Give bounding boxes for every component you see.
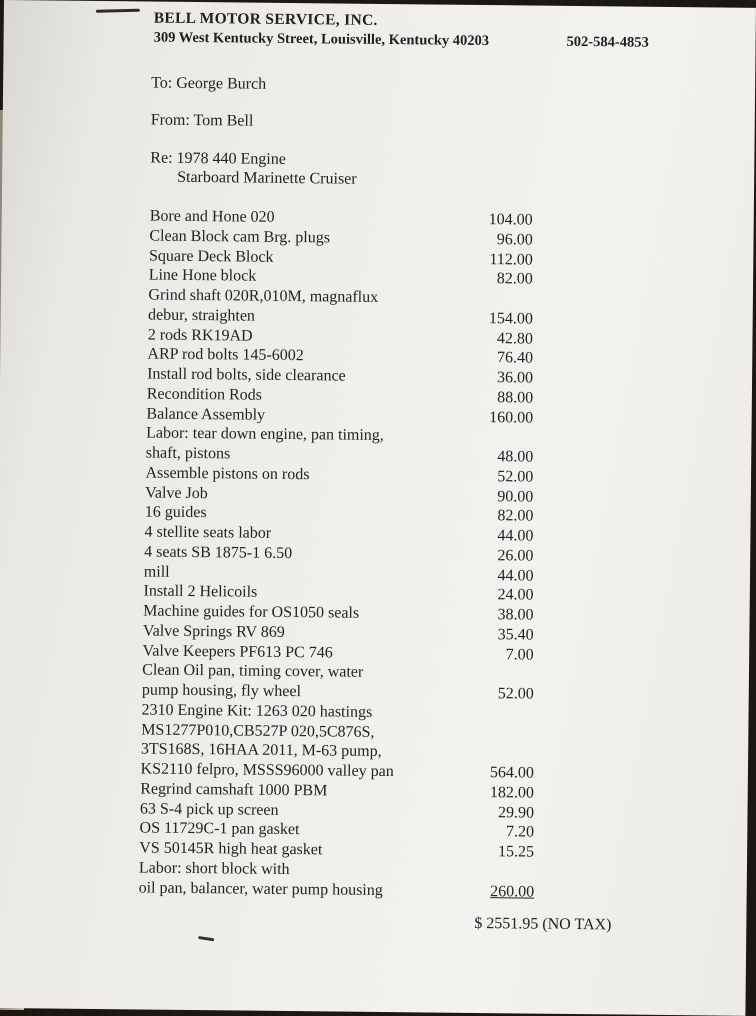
company-address-row — [153, 29, 649, 51]
line-item-amount: 564.00 — [489, 764, 535, 782]
line-item-description: 2 rods RK19AD — [147, 326, 253, 345]
letterhead — [153, 9, 649, 51]
line-item-description: Valve Keepers PF613 PC 746 — [142, 641, 333, 661]
memo-re: Re: 1978 440 Engine — [150, 149, 286, 168]
line-item-amount: 48.00 — [497, 448, 534, 466]
line-item-description: Install rod bolts, side clearance — [147, 365, 346, 385]
line-item-amount: 104.00 — [488, 211, 533, 229]
line-item-amount: 26.00 — [497, 546, 534, 565]
line-item-amount: 44.00 — [497, 527, 534, 545]
line-item-description: 4 stellite seats labor — [144, 523, 272, 542]
line-item-description: Recondition Rods — [146, 385, 262, 404]
line-item-amount: 96.00 — [496, 230, 533, 249]
pen-stroke — [96, 9, 140, 13]
line-item-description: Regrind camshaft 1000 PBM — [140, 780, 328, 800]
line-item-amount: 24.00 — [497, 586, 534, 604]
line-item-amount: 88.00 — [497, 388, 534, 407]
line-item-description: Valve Job — [145, 484, 208, 502]
line-item-description: ARP rod bolts 145-6002 — [147, 345, 304, 365]
line-item-description: Bore and Hone 020 — [149, 207, 275, 226]
line-item-amount: 90.00 — [497, 487, 534, 506]
line-item-description: KS2110 felpro, MSSS96000 valley pan — [140, 760, 394, 781]
line-item-amount: 7.20 — [505, 823, 535, 841]
memo-to: To: George Burch — [151, 74, 267, 93]
line-item-description: Clean Block cam Brg. plugs — [149, 227, 331, 247]
line-item-description: MS1277P010,CB527P 020,5C876S, — [141, 720, 375, 741]
line-item-amount: 82.00 — [496, 270, 533, 288]
company-phone: 502-584-4853 — [566, 33, 649, 51]
line-item-amount: 29.90 — [497, 803, 535, 822]
company-name: BELL MOTOR SERVICE, INC. — [153, 9, 378, 29]
line-item-amount: 160.00 — [489, 408, 534, 427]
line-item-description: Machine guides for OS1050 seals — [143, 602, 360, 622]
line-item-amount: 7.00 — [505, 645, 534, 664]
line-item-amount: 112.00 — [489, 250, 533, 269]
line-item-amount: 38.00 — [497, 606, 534, 624]
line-item-amount: 260.00 — [490, 882, 535, 901]
line-item-amount: 36.00 — [496, 369, 534, 387]
line-item-description: 2310 Engine Kit: 1263 020 hastings — [141, 701, 373, 721]
line-item-description: Grind shaft 020R,010M, magnaflux — [148, 286, 379, 306]
line-item-amount: 52.00 — [497, 467, 534, 486]
line-item-amount: 52.00 — [497, 685, 534, 703]
line-item-description: Assemble pistons on rods — [145, 464, 310, 483]
line-item-description: 4 seats SB 1875-1 6.50 — [144, 543, 293, 562]
line-item-amount: 82.00 — [497, 507, 534, 525]
line-item-amount: 44.00 — [497, 566, 534, 585]
line-item-description: VS 50145R high heat gasket — [139, 839, 323, 859]
line-item-amount: 15.25 — [498, 843, 535, 861]
line-item-description: debur, straighten — [148, 306, 256, 325]
line-item-description: Square Deck Block — [148, 247, 274, 266]
line-item-description: 63 S-4 pick up screen — [139, 799, 279, 819]
line-item-description: Valve Springs RV 869 — [142, 622, 285, 641]
line-item-amount: 182.00 — [489, 783, 535, 802]
pen-mark — [198, 936, 214, 941]
line-item-amount: 42.80 — [496, 329, 534, 348]
line-item-description: mill — [143, 562, 170, 581]
line-item-description: 3TS168S, 16HAA 2011, M-63 pump, — [140, 740, 382, 761]
invoice-total: $ 2551.95 (NO TAX) — [474, 914, 612, 934]
line-item-description: Balance Assembly — [146, 405, 266, 424]
line-item-description: Clean Oil pan, timing cover, water — [142, 661, 364, 682]
line-item-amount: 76.40 — [496, 349, 534, 367]
line-item-description: Install 2 Helicoils — [143, 582, 258, 601]
line-item-description: Labor: short block with — [138, 859, 290, 878]
line-item-amount: 154.00 — [488, 309, 534, 328]
line-item-description: pump housing, fly wheel — [141, 681, 302, 701]
line-item-amount: 35.40 — [497, 625, 534, 644]
line-item-description: OS 11729C-1 pan gasket — [139, 819, 300, 839]
memo-re-continued: Starboard Marinette Cruiser — [177, 168, 357, 188]
line-item-description: Labor: tear down engine, pan timing, — [146, 424, 384, 445]
line-item-description: 16 guides — [144, 503, 207, 522]
line-item-description: oil pan, balancer, water pump housing — [138, 878, 383, 899]
line-item-description: shaft, pistons — [145, 444, 231, 463]
company-address: 309 West Kentucky Street, Louisville, Kentucky 40203 — [153, 29, 490, 50]
memo-from: From: Tom Bell — [150, 111, 254, 130]
line-item-description: Line Hone block — [148, 266, 257, 285]
